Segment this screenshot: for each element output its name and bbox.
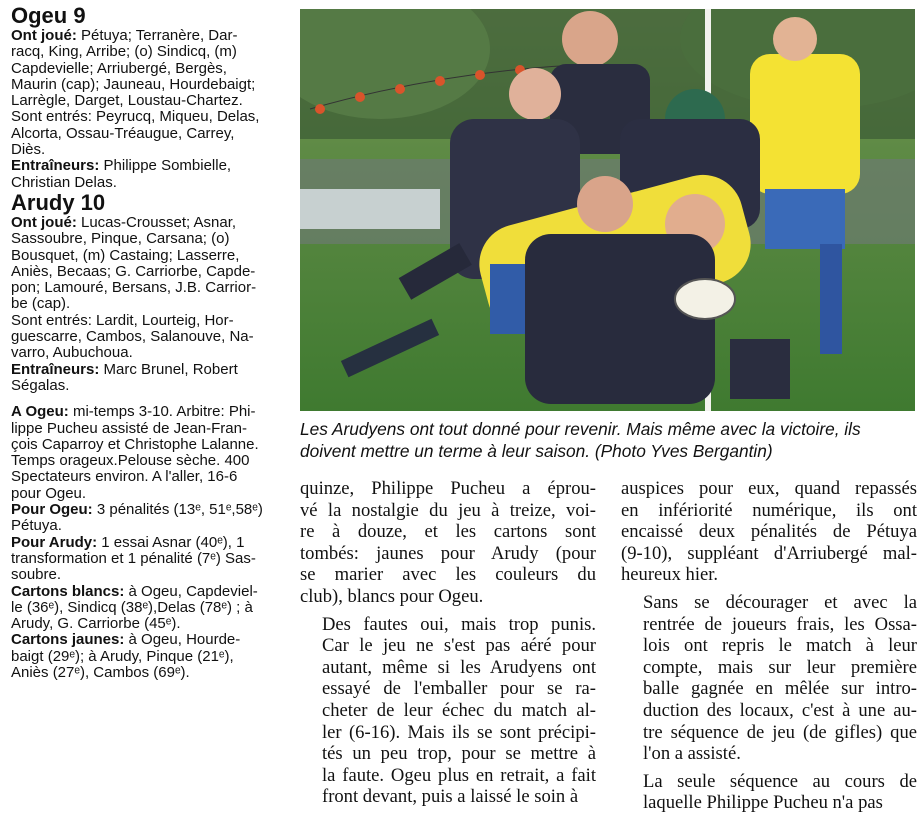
ogeu-text: Alcorta, Ossau-Tréaugue, Carrey, xyxy=(11,124,235,142)
match-info-text: Aniès (27ᵉ), Cambos (69ᵉ). xyxy=(11,663,190,681)
arudy-line xyxy=(11,329,276,345)
match-info-text: Arudy, G. Carriorbe (45ᵉ). xyxy=(11,615,181,633)
ogeu-line xyxy=(11,158,276,174)
match-info-text: à Ogeu, Hourde- xyxy=(124,631,241,649)
ogeu-line xyxy=(11,61,276,77)
arudy-text: Marc Brunel, Robert xyxy=(99,360,238,378)
arudy-line xyxy=(11,280,276,296)
article-line: club), blancs pour Ogeu. xyxy=(300,585,484,607)
article-line: Car le jeu ne s'est pas aéré pour xyxy=(322,635,596,657)
article-line: en infériorité numérique, ils ont xyxy=(621,499,917,521)
ogeu-line xyxy=(11,77,276,93)
team-title-arudy: Arudy 10 xyxy=(11,189,106,215)
caption-line-2: doivent mettre un terme à leur saison. (Photo Yves Bergantin) xyxy=(300,441,773,461)
arudy-text: Aniès, Becaas; G. Carriorbe, Capde- xyxy=(11,262,256,280)
article-line: laquelle Philippe Pucheu n'a pas xyxy=(643,792,883,814)
article-line: tombés: jaunes pour Arudy (pour xyxy=(300,542,596,564)
arudy-text: pon; Lamouré, Bersans, J.B. Carrior- xyxy=(11,279,257,297)
arudy-line xyxy=(11,231,276,247)
match-info-text: çois Caparroy et Christophe Lalanne. xyxy=(11,435,259,453)
ogeu-line xyxy=(11,142,276,158)
article-line: essayé de l'emballer pour se ra- xyxy=(322,678,596,700)
match-info-line xyxy=(11,518,276,534)
article-line: encaissé deux pénalités de Pétuya xyxy=(621,521,917,543)
arudy-line xyxy=(11,313,276,329)
article-line: se marier avec les couleurs du xyxy=(300,564,596,586)
match-info-text: soubre. xyxy=(11,566,62,584)
article-line: balle gagnée en mêlée sur intro- xyxy=(643,678,917,700)
match-info-label: Pour Arudy: xyxy=(11,533,98,551)
arudy-text: Sont entrés: Lardit, Lourteig, Hor- xyxy=(11,311,234,329)
match-info-text: Pétuya. xyxy=(11,517,62,535)
article-line: Sans se décourager et avec la xyxy=(643,591,917,613)
arudy-line xyxy=(11,248,276,264)
article-line: la faute. Ogeu plus en retrait, a fait xyxy=(322,764,596,786)
article-line: auspices pour eux, quand repassés xyxy=(621,478,917,499)
ogeu-text: Maurin (cap); Jauneau, Hourdebaigt; xyxy=(11,75,256,93)
article-column-2 xyxy=(621,478,917,814)
match-info-label: Pour Ogeu: xyxy=(11,501,93,519)
article-line: tés un peu trop, pour se mettre à xyxy=(322,743,596,765)
match-info-line xyxy=(11,404,276,420)
ogeu-label: Ont joué: xyxy=(11,27,77,44)
ogeu-line xyxy=(11,126,276,142)
arudy-line xyxy=(11,264,276,280)
match-info-text: 3 pénalités (13ᵉ, 51ᵉ,58ᵉ) xyxy=(92,501,263,519)
photo-caption xyxy=(300,418,916,462)
arudy-label: Entraîneurs: xyxy=(11,360,100,378)
ogeu-line xyxy=(11,93,276,109)
article-paragraph xyxy=(300,614,596,808)
match-info-text: le (36ᵉ), Sindicq (38ᵉ),Delas (78ᵉ) ; à xyxy=(11,598,253,616)
article-line: l'on a assisté. xyxy=(643,743,741,765)
match-info-line xyxy=(11,616,276,632)
arudy-line xyxy=(11,215,276,231)
article-line: (9-10), suppléant d'Arriubergé mal- xyxy=(621,542,917,564)
article-line: cheter de leur échec du match al- xyxy=(322,699,596,721)
match-info-text: transformation et 1 pénalité (7ᵉ) Sas- xyxy=(11,549,256,567)
article-paragraph xyxy=(300,478,596,608)
article-column-1 xyxy=(300,478,596,808)
match-info-line xyxy=(11,437,276,453)
ogeu-text: racq, King, Arribe; (o) Sindicq, (m) xyxy=(11,43,237,61)
ogeu-line xyxy=(11,28,276,44)
ogeu-text: Pétuya; Terranère, Dar- xyxy=(76,27,238,44)
article-line: tre séquence de jeu (de gifles) que xyxy=(643,721,917,743)
article-paragraph xyxy=(621,478,917,586)
ogeu-label: Entraîneurs: xyxy=(11,157,100,175)
match-info xyxy=(11,404,276,681)
article-paragraph xyxy=(621,771,917,814)
ogeu-text: Sont entrés: Peyrucq, Miqueu, Delas, xyxy=(11,108,260,126)
arudy-text: Bousquet, (m) Castaing; Lasserre, xyxy=(11,246,240,264)
ogeu-text: Philippe Sombielle, xyxy=(99,157,232,175)
arudy-text: be (cap). xyxy=(11,295,71,313)
match-info-label: Cartons blancs: xyxy=(11,582,125,600)
ogeu-text: Capdevielle; Arriubergé, Bergès, xyxy=(11,59,227,77)
article-paragraph xyxy=(621,592,917,765)
ogeu-text: Diès. xyxy=(11,141,46,159)
article-line: front devant, puis a laissé le soin à xyxy=(322,786,579,808)
match-info-line xyxy=(11,502,276,518)
match-info-text: lippe Pucheu assisté de Jean-Fran- xyxy=(11,419,247,437)
article-line: heureux hier. xyxy=(621,564,719,586)
arudy-line xyxy=(11,362,276,378)
match-info-line xyxy=(11,469,276,485)
article-line: lois ont repris le match à leur xyxy=(643,635,917,657)
arudy-text: Ségalas. xyxy=(11,376,70,394)
article-line: vé la nostalgie du jeu à treize, voi- xyxy=(300,499,596,521)
arudy-label: Ont joué: xyxy=(11,213,77,231)
arudy-line xyxy=(11,378,276,394)
article-line: quinze, Philippe Pucheu a éprou- xyxy=(300,478,596,499)
article-line: duction des locaux, c'est à une au- xyxy=(643,699,917,721)
team-title-ogeu: Ogeu 9 xyxy=(11,3,86,28)
match-info-line xyxy=(11,584,276,600)
match-info-line xyxy=(11,665,276,681)
ogeu-line xyxy=(11,44,276,60)
match-info-text: à Ogeu, Capdeviel- xyxy=(124,582,258,600)
match-info-label: A Ogeu: xyxy=(11,403,69,421)
match-info-line xyxy=(11,567,276,583)
ogeu-lineup xyxy=(11,28,276,191)
match-info-line xyxy=(11,649,276,665)
match-info-text: baigt (29ᵉ); à Arudy, Pinque (21ᵉ), xyxy=(11,647,234,665)
arudy-text: Lucas-Crousset; Asnar, xyxy=(76,213,237,231)
article-line: re à douze, et les cartons sont xyxy=(300,521,596,543)
ogeu-line xyxy=(11,175,276,191)
arudy-line xyxy=(11,296,276,312)
match-info-line xyxy=(11,453,276,469)
article-line: Des fautes oui, mais trop punis. xyxy=(322,613,596,635)
match-info-text: 1 essai Asnar (40ᵉ), 1 xyxy=(97,533,245,551)
article-line: rentrée de joueurs frais, les Ossa- xyxy=(643,613,917,635)
rugby-photo-illustration xyxy=(300,9,915,411)
article-line: compte, mais sur leur première xyxy=(643,656,917,678)
match-info-label: Cartons jaunes: xyxy=(11,631,125,649)
arudy-text: Sassoubre, Pinque, Carsana; (o) xyxy=(11,230,230,248)
match-info-text: mi-temps 3-10. Arbitre: Phi- xyxy=(68,403,256,421)
caption-line-1: Les Arudyens ont tout donné pour revenir. Mais même avec la victoire, ils xyxy=(300,419,861,439)
match-info-text: pour Ogeu. xyxy=(11,484,87,502)
ogeu-line xyxy=(11,109,276,125)
article-line: La seule séquence au cours de xyxy=(643,770,917,792)
match-info-line xyxy=(11,421,276,437)
arudy-text: varro, Aubuchoua. xyxy=(11,344,133,362)
match-info-text: Temps orageux.Pelouse sèche. 400 xyxy=(11,452,250,470)
arudy-line xyxy=(11,345,276,361)
ogeu-text: Christian Delas. xyxy=(11,173,117,191)
arudy-lineup xyxy=(11,215,276,394)
match-info-line xyxy=(11,486,276,502)
match-info-line xyxy=(11,535,276,551)
article-line: ler (6-16). Mais ils se sont précipi- xyxy=(322,721,596,743)
article-line: autant, même si les Arudyens ont xyxy=(322,656,596,678)
match-info-text: Spectateurs environ. A l'aller, 16-6 xyxy=(11,468,238,486)
match-info-line xyxy=(11,551,276,567)
ogeu-text: Larrègle, Darget, Loustau-Chartez. xyxy=(11,92,243,110)
match-info-line xyxy=(11,600,276,616)
left-column xyxy=(11,4,276,681)
match-info-line xyxy=(11,632,276,648)
arudy-text: guescarre, Cambos, Salanouve, Na- xyxy=(11,328,254,346)
rugby-photo xyxy=(300,9,915,411)
